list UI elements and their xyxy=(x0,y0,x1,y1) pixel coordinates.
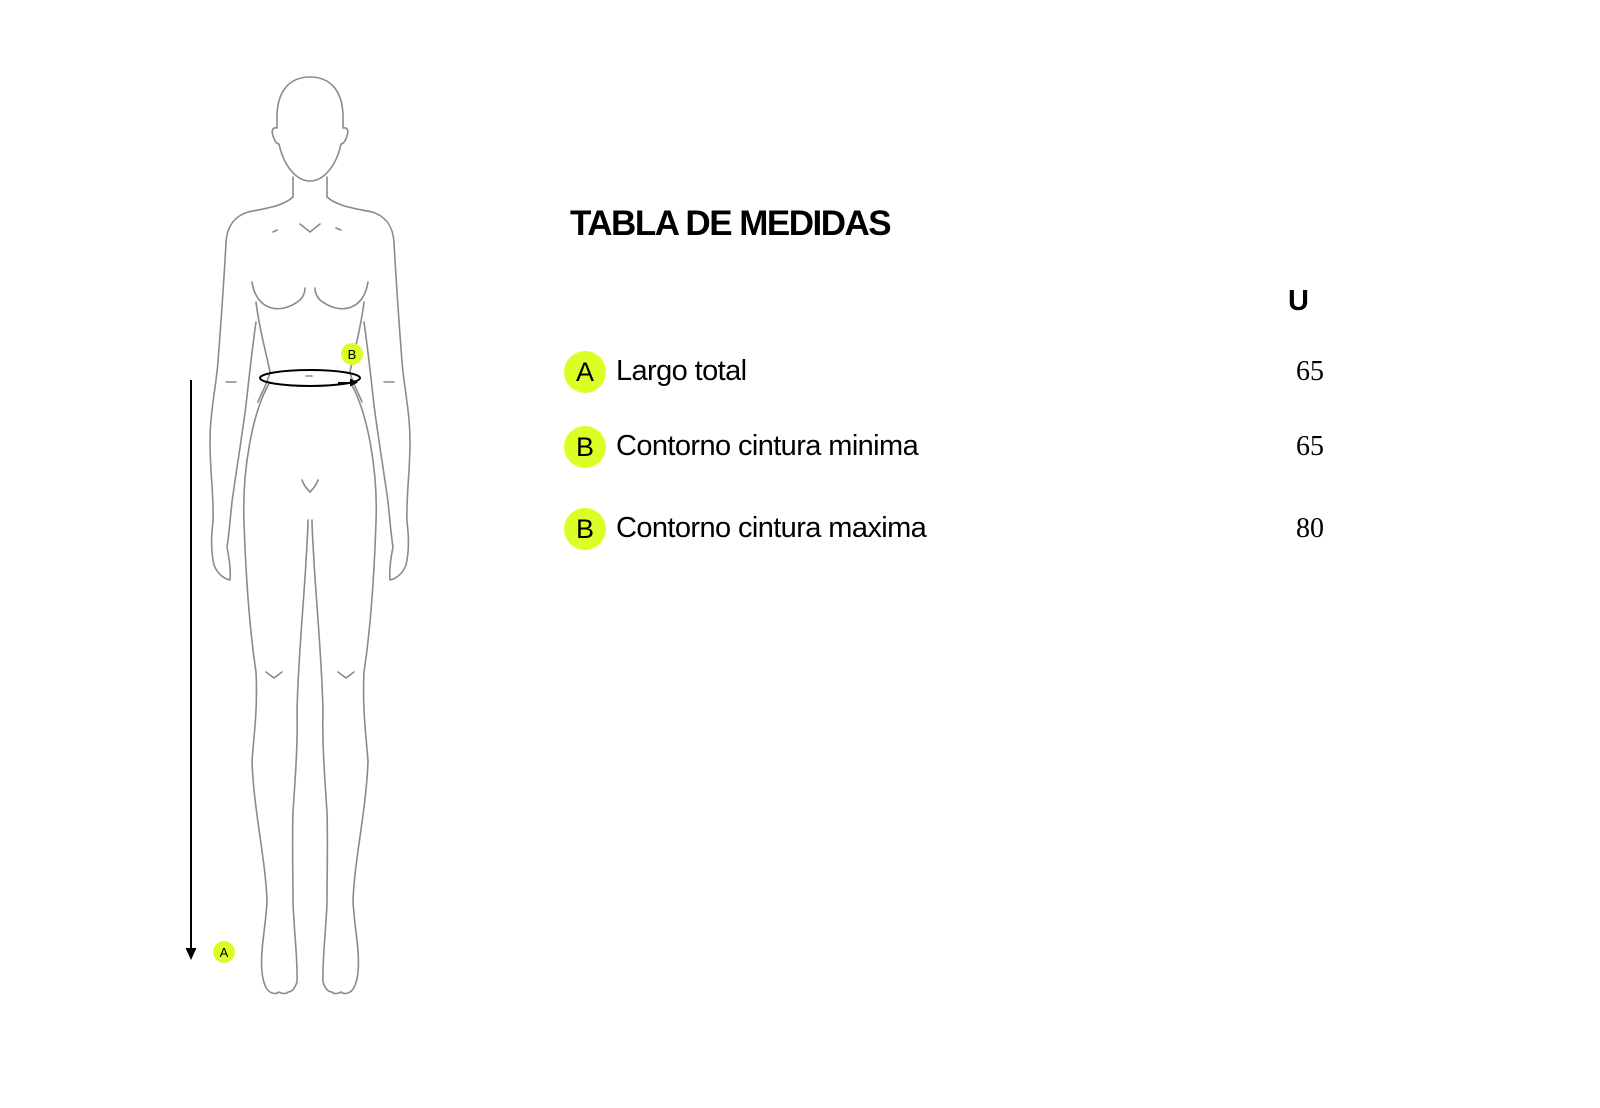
figure-marker-a xyxy=(213,941,235,963)
row-marker-badge xyxy=(564,351,606,393)
row-marker-letter: A xyxy=(575,356,594,387)
figure-collarbone xyxy=(273,224,341,232)
length-measure-line xyxy=(186,380,197,960)
figure-left-leg xyxy=(244,382,308,994)
figure-knees xyxy=(266,672,354,678)
row-marker-letter: B xyxy=(575,513,594,544)
row-label: Largo total xyxy=(616,355,747,387)
row-label: Contorno cintura minima xyxy=(616,430,919,462)
row-value: 65 xyxy=(1296,356,1324,387)
row-marker-letter: B xyxy=(575,431,594,462)
figure-right-leg xyxy=(312,382,376,994)
figure-head xyxy=(272,77,348,181)
measure-row-largo-total xyxy=(564,351,1324,393)
figure-left-shoulder xyxy=(226,177,293,242)
measure-row-cintura-minima xyxy=(564,426,1324,468)
figure-right-arm xyxy=(364,242,410,580)
row-marker-badge xyxy=(564,508,606,550)
figure-marker-b-letter: B xyxy=(347,347,357,362)
figure-right-shoulder xyxy=(327,177,394,242)
waist-measure-ring xyxy=(260,370,360,387)
figure-bust xyxy=(252,282,368,309)
page-title: TABLA DE MEDIDAS xyxy=(570,204,891,243)
body-figure xyxy=(180,60,440,1030)
figure-crotch xyxy=(302,480,318,492)
body-figure-drawing xyxy=(180,60,440,1030)
row-marker-badge xyxy=(564,426,606,468)
column-header-size: U xyxy=(1288,285,1309,317)
figure-left-arm xyxy=(210,242,256,580)
row-value: 65 xyxy=(1296,431,1324,462)
measure-row-cintura-maxima xyxy=(564,508,1324,550)
figure-marks xyxy=(226,376,394,382)
row-value: 80 xyxy=(1296,513,1324,544)
figure-marker-b xyxy=(341,343,363,365)
row-label: Contorno cintura maxima xyxy=(616,512,927,544)
figure-marker-a-letter: A xyxy=(219,945,229,960)
